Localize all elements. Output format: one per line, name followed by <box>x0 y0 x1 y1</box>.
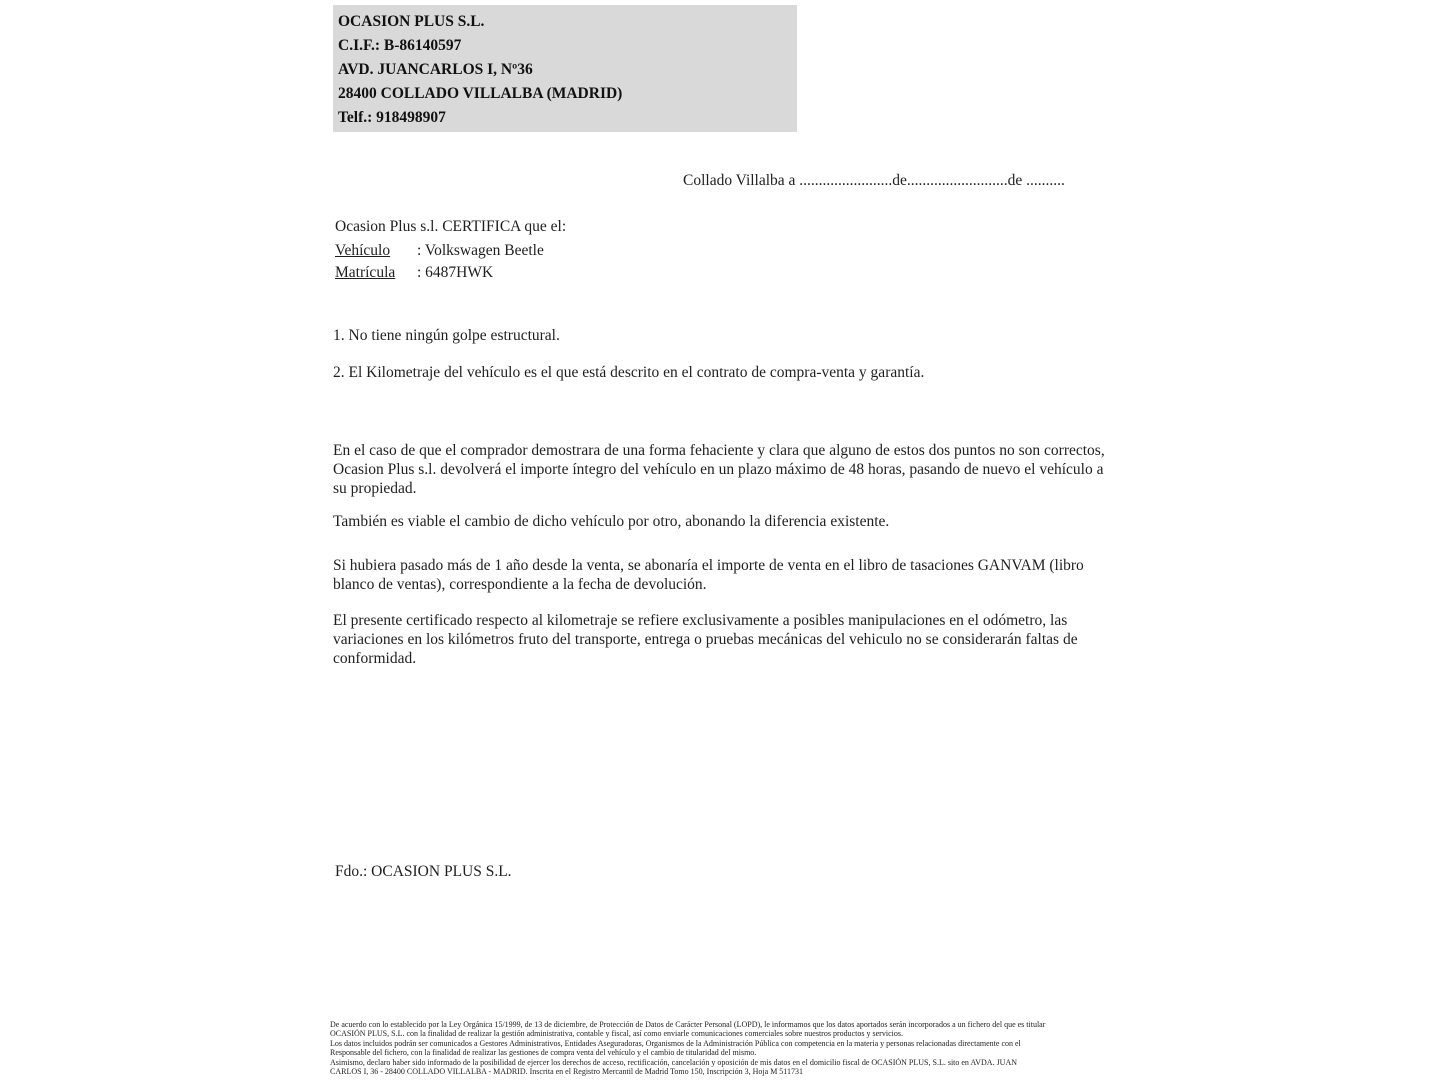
date-line: Collado Villalba a ........................de..........................de .......... <box>683 172 1065 189</box>
legal-line: Asimismo, declaro haber sido informado de la posibilidad de ejercer los derechos de acceso, rectificación, cancelación y oposición de mis datos en el domicilio fiscal de OCASIÓN PLUS, S.L. sito en AVDA. JUAN <box>330 1057 1018 1067</box>
company-cif: C.I.F.: B-86140597 <box>338 37 462 54</box>
company-address: AVD. JUANCARLOS I, Nº36 <box>338 61 533 78</box>
certifica-intro: Ocasion Plus s.l. CERTIFICA que el: <box>335 218 567 235</box>
plate-row <box>335 264 493 282</box>
plate-label: Matrícula <box>335 264 396 281</box>
legal-fineprint <box>330 1020 1115 1076</box>
legal-line: CARLOS I, 36 - 28400 COLLADO VILLALBA - MADRID. Inscrita en el Registro Mercantil de Madrid Tomo 150, Inscripción 3, Hoja M 511731 <box>330 1067 804 1077</box>
company-header-box <box>333 5 797 132</box>
legal-line: Responsable del fichero, con la finalidad de realizar las gestiones de compra venta del vehículo y el cambio de titularidad del mismo. <box>330 1048 757 1058</box>
vehicle-row <box>335 242 544 260</box>
paragraph-refund: En el caso de que el comprador demostrara de una forma fehaciente y clara que alguno de estos dos puntos no son correctos, Ocasion Plus s.l. devolverá el importe íntegro del vehículo en un plazo máximo de 48 horas, pasando de nuevo el vehículo a su propiedad. <box>333 442 1105 497</box>
signature-line: Fdo.: OCASION PLUS S.L. <box>335 863 512 880</box>
paragraph-exchange: También es viable el cambio de dicho vehículo por otro, abonando la diferencia existente. <box>333 513 890 530</box>
company-city: 28400 COLLADO VILLALBA (MADRID) <box>338 85 623 102</box>
vehicle-value: : Volkswagen Beetle <box>417 242 544 259</box>
company-name: OCASION PLUS S.L. <box>338 13 485 30</box>
clause-1: 1. No tiene ningún golpe estructural. <box>333 327 560 344</box>
paragraph-ganvam: Si hubiera pasado más de 1 año desde la venta, se abonaría el importe de venta en el libro de tasaciones GANVAM (libro blanco de ventas), correspondiente a la fecha de devolución. <box>333 557 1084 593</box>
paragraph-odometer: El presente certificado respecto al kilometraje se refiere exclusivamente a posibles manipulaciones en el odómetro, las variaciones en los kilómetros fruto del transporte, entrega o pruebas mecánicas del vehiculo no se considerarán faltas de conformidad. <box>333 612 1078 667</box>
vehicle-label: Vehículo <box>335 242 391 259</box>
legal-line: De acuerdo con lo establecido por la Ley Orgánica 15/1999, de 13 de diciembre, de Protección de Datos de Carácter Personal (LOPD), le informamos que los datos aportados serán incorporados a un fichero del que es titular <box>330 1020 1046 1029</box>
company-phone: Telf.: 918498907 <box>338 109 446 126</box>
clause-2: 2. El Kilometraje del vehículo es el que está descrito en el contrato de compra-venta y garantía. <box>333 364 925 381</box>
plate-value: : 6487HWK <box>417 264 494 281</box>
legal-line: OCASIÓN PLUS, S.L. con la finalidad de realizar la gestión administrativa, contable y fiscal, así como enviarle comunicaciones comerciales sobre nuestros productos y servicios. <box>330 1029 903 1039</box>
legal-line: Los datos incluidos podrán ser comunicados a Gestores Administrativos, Entidades Aseguradoras, Organismos de la Administración Pública con competencia en la materia y personas relacionadas directamente con el <box>330 1038 1021 1048</box>
